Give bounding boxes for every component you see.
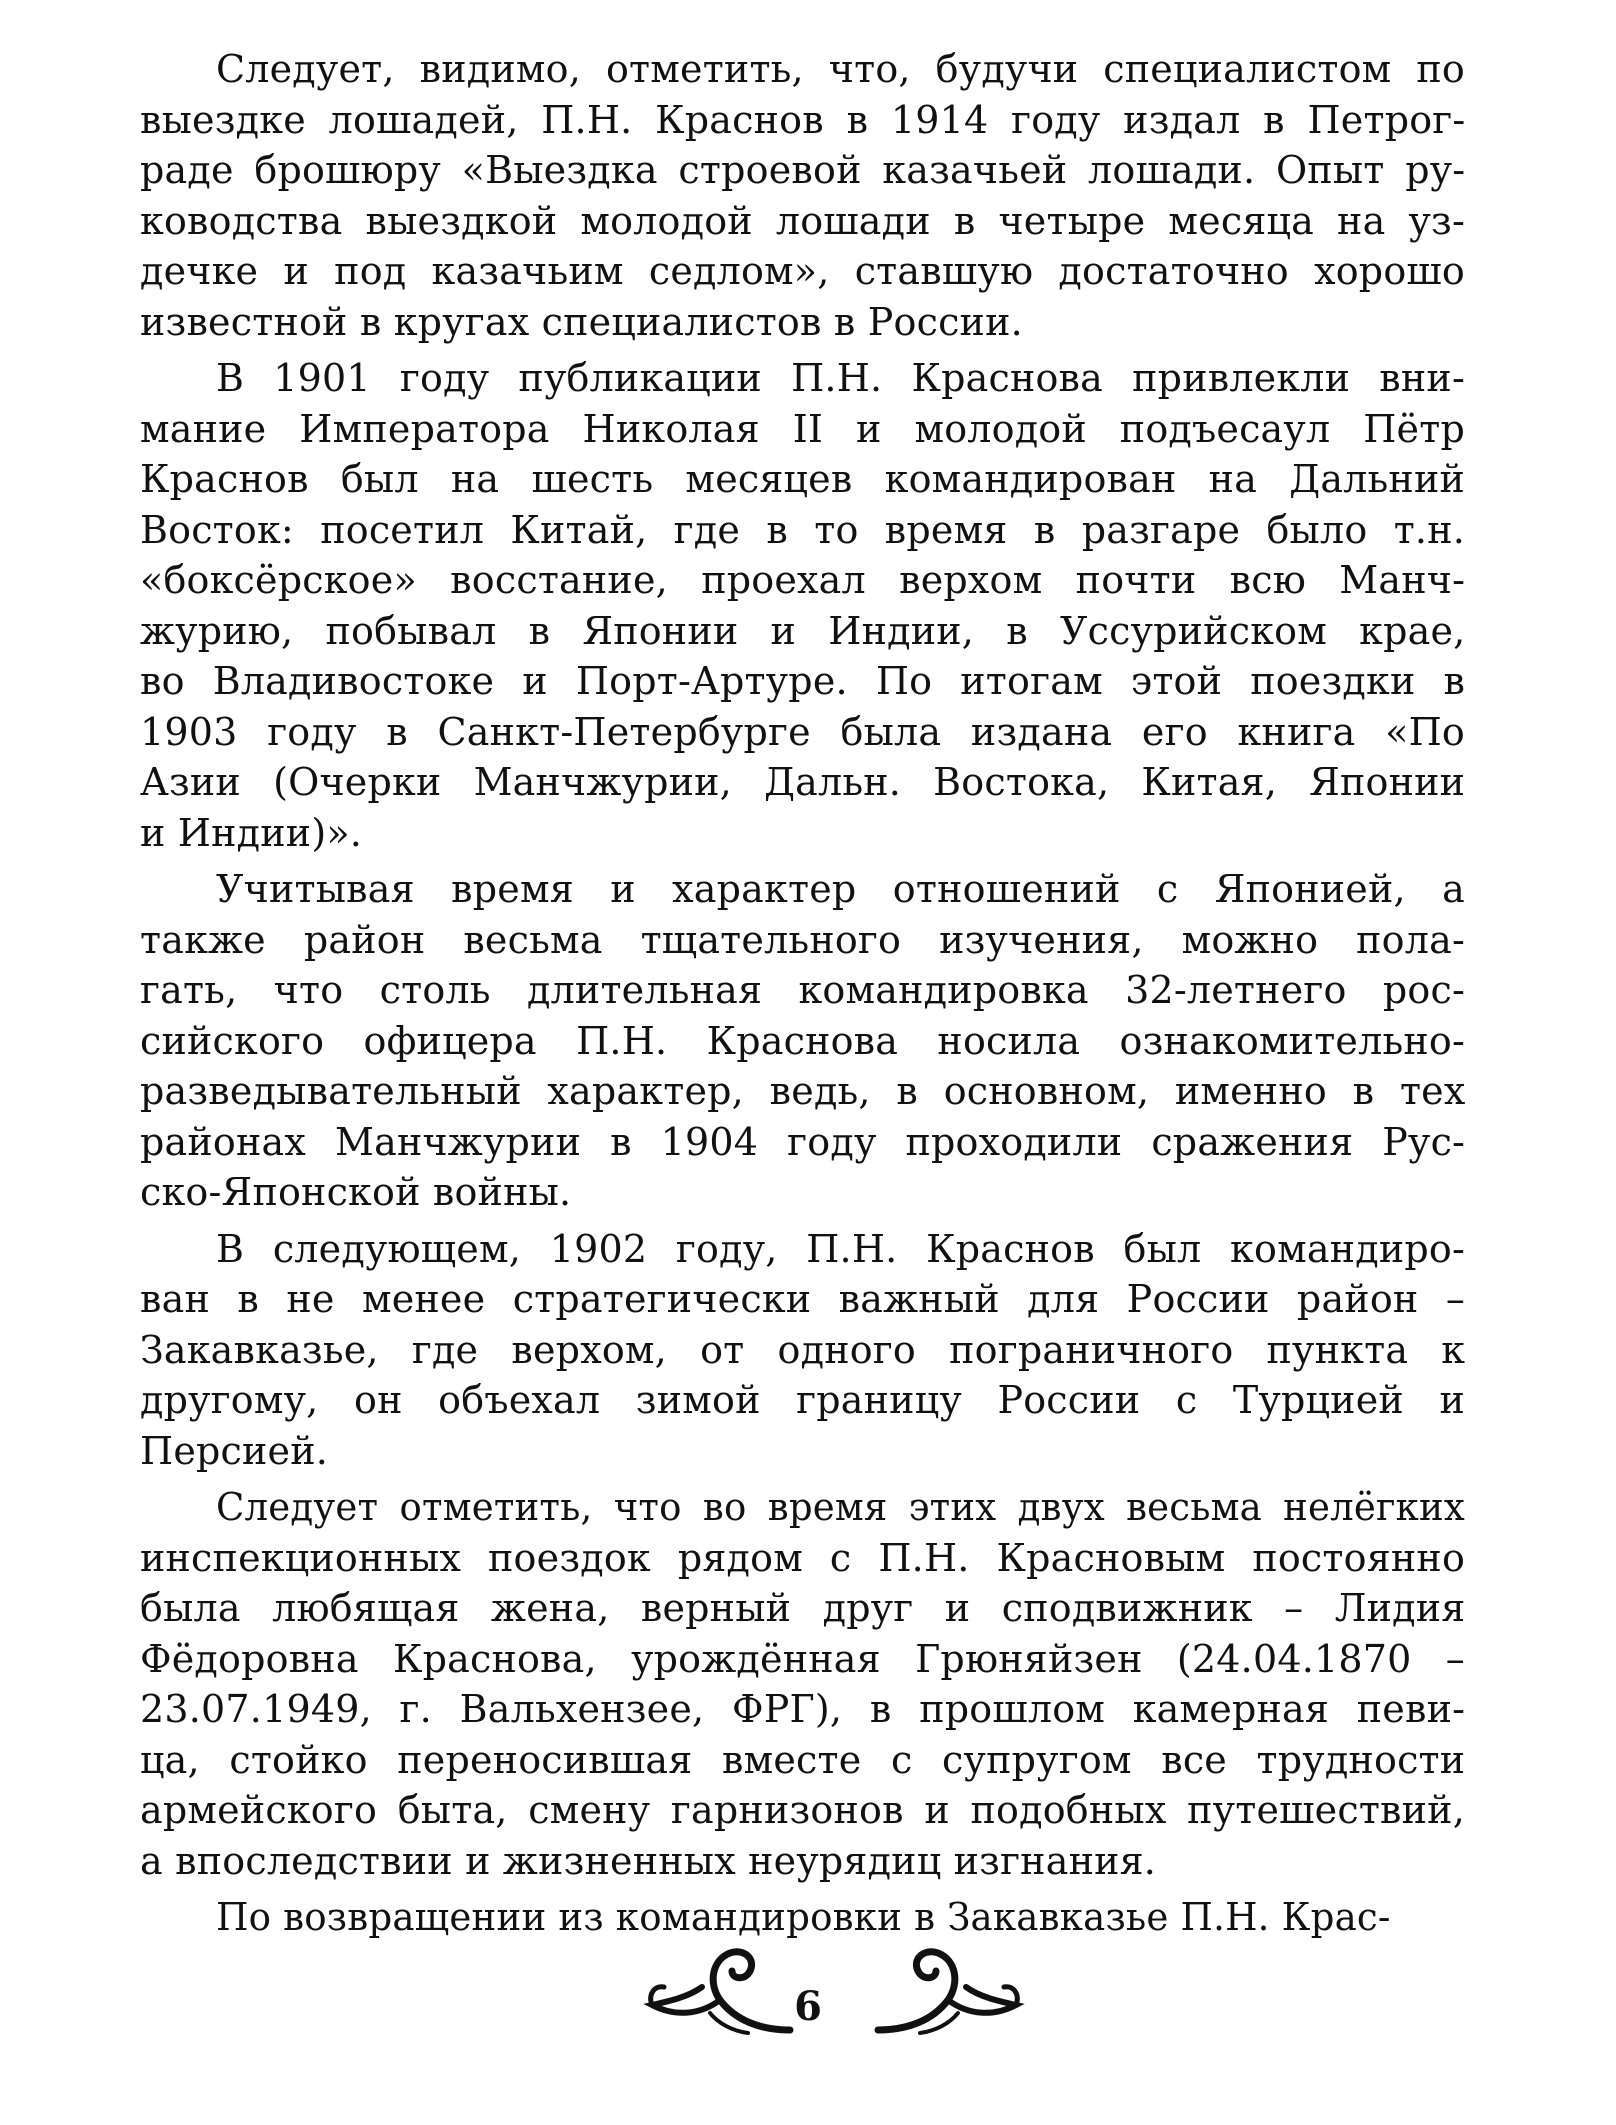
text-line: мание Императора Николая II и молодой подъесаул Пётр — [140, 406, 1465, 451]
text-line: также район весьма тщательного изучения, можно пола- — [140, 917, 1465, 962]
body-text — [140, 44, 1465, 1949]
text-line: гать, что столь длительная командировка 32-летнего рос- — [140, 968, 1465, 1012]
page-footer — [0, 1935, 1616, 2055]
text-line: журию, побывал в Японии и Индии, в Уссурийском крае, — [140, 608, 1466, 653]
text-line: Азии (Очерки Манчжурии, Дальн. Востока, Китая, Японии — [140, 760, 1466, 804]
text-line: ководства выездкой молодой лошади в четыре месяца на уз- — [140, 198, 1465, 243]
text-line: Краснов был на шесть месяцев командирован на Дальний — [140, 457, 1465, 501]
paragraph — [140, 44, 1465, 347]
paragraph — [140, 1482, 1465, 1886]
text-line: В следующем, 1902 году, П.Н. Краснов был командиро- — [216, 1226, 1465, 1271]
text-line: Персией. — [140, 1428, 329, 1473]
text-line: инспекционных поездок рядом с П.Н. Красновым постоянно — [140, 1535, 1466, 1580]
text-line: 1903 году в Санкт-Петербурге была издана его книга «По — [140, 709, 1465, 754]
text-line: Фёдоровна Краснова, урождённая Грюняйзен (24.04.1870 – — [140, 1636, 1465, 1681]
text-line: Следует отметить, что во время этих двух весьма нелёгких — [216, 1485, 1465, 1529]
text-line: В 1901 году публикации П.Н. Краснова привлекли вни- — [216, 356, 1465, 400]
text-line: районах Манчжурии в 1904 году проходили сражения Рус- — [140, 1119, 1466, 1164]
text-line: сийского офицера П.Н. Краснова носила ознакомительно- — [140, 1018, 1465, 1063]
text-line: ван в не менее стратегически важный для России район – — [140, 1277, 1466, 1321]
text-line: и Индии)». — [140, 810, 363, 855]
text-line: Учитывая время и характер отношений с Японией, а — [216, 867, 1465, 911]
text-line: другому, он объехал зимой границу России с Турцией и — [140, 1378, 1465, 1422]
text-line: По возвращении из командировки в Закавказье П.Н. Крас- — [216, 1895, 1391, 1939]
text-line: «боксёрское» восстание, проехал верхом почти всю Манч- — [140, 558, 1466, 602]
text-line: а впоследствии и жизненных неурядиц изгнания. — [140, 1838, 1157, 1883]
text-line: выездке лошадей, П.Н. Краснов в 1914 году издал в Петрог- — [140, 97, 1466, 142]
text-line: Восток: посетил Китай, где в то время в разгаре было т.н. — [140, 507, 1465, 552]
text-line: ца, стойко переносившая вместе с супругом все трудности — [140, 1737, 1466, 1782]
right-flourish-icon — [868, 1935, 1028, 2045]
text-line: армейского быта, смену гарнизонов и подобных путешествий, — [140, 1788, 1465, 1832]
text-line: Закавказье, где верхом, от одного пограничного пункта к — [140, 1327, 1466, 1372]
text-line: 23.07.1949, г. Вальхензее, ФРГ), в прошлом камерная певи- — [140, 1687, 1466, 1731]
paragraph — [140, 353, 1465, 858]
text-line: раде брошюру «Выездка строевой казачьей лошади. Опыт ру- — [140, 148, 1466, 192]
text-line: во Владивостоке и Порт-Артуре. По итогам этой поездки в — [140, 659, 1466, 703]
text-line: ско-Японской войны. — [140, 1170, 572, 1214]
paragraph — [140, 1224, 1465, 1477]
text-line: Следует, видимо, отметить, что, будучи специалистом по — [216, 47, 1465, 91]
text-line: дечке и под казачьим седлом», ставшую достаточно хорошо — [140, 249, 1465, 293]
text-line: разведывательный характер, ведь, в основном, именно в тех — [140, 1069, 1466, 1113]
paragraph — [140, 864, 1465, 1218]
page-number: 6 — [794, 1983, 822, 2030]
text-line: была любящая жена, верный друг и сподвижник – Лидия — [140, 1586, 1466, 1630]
text-line: известной в кругах специалистов в России. — [140, 299, 1023, 344]
